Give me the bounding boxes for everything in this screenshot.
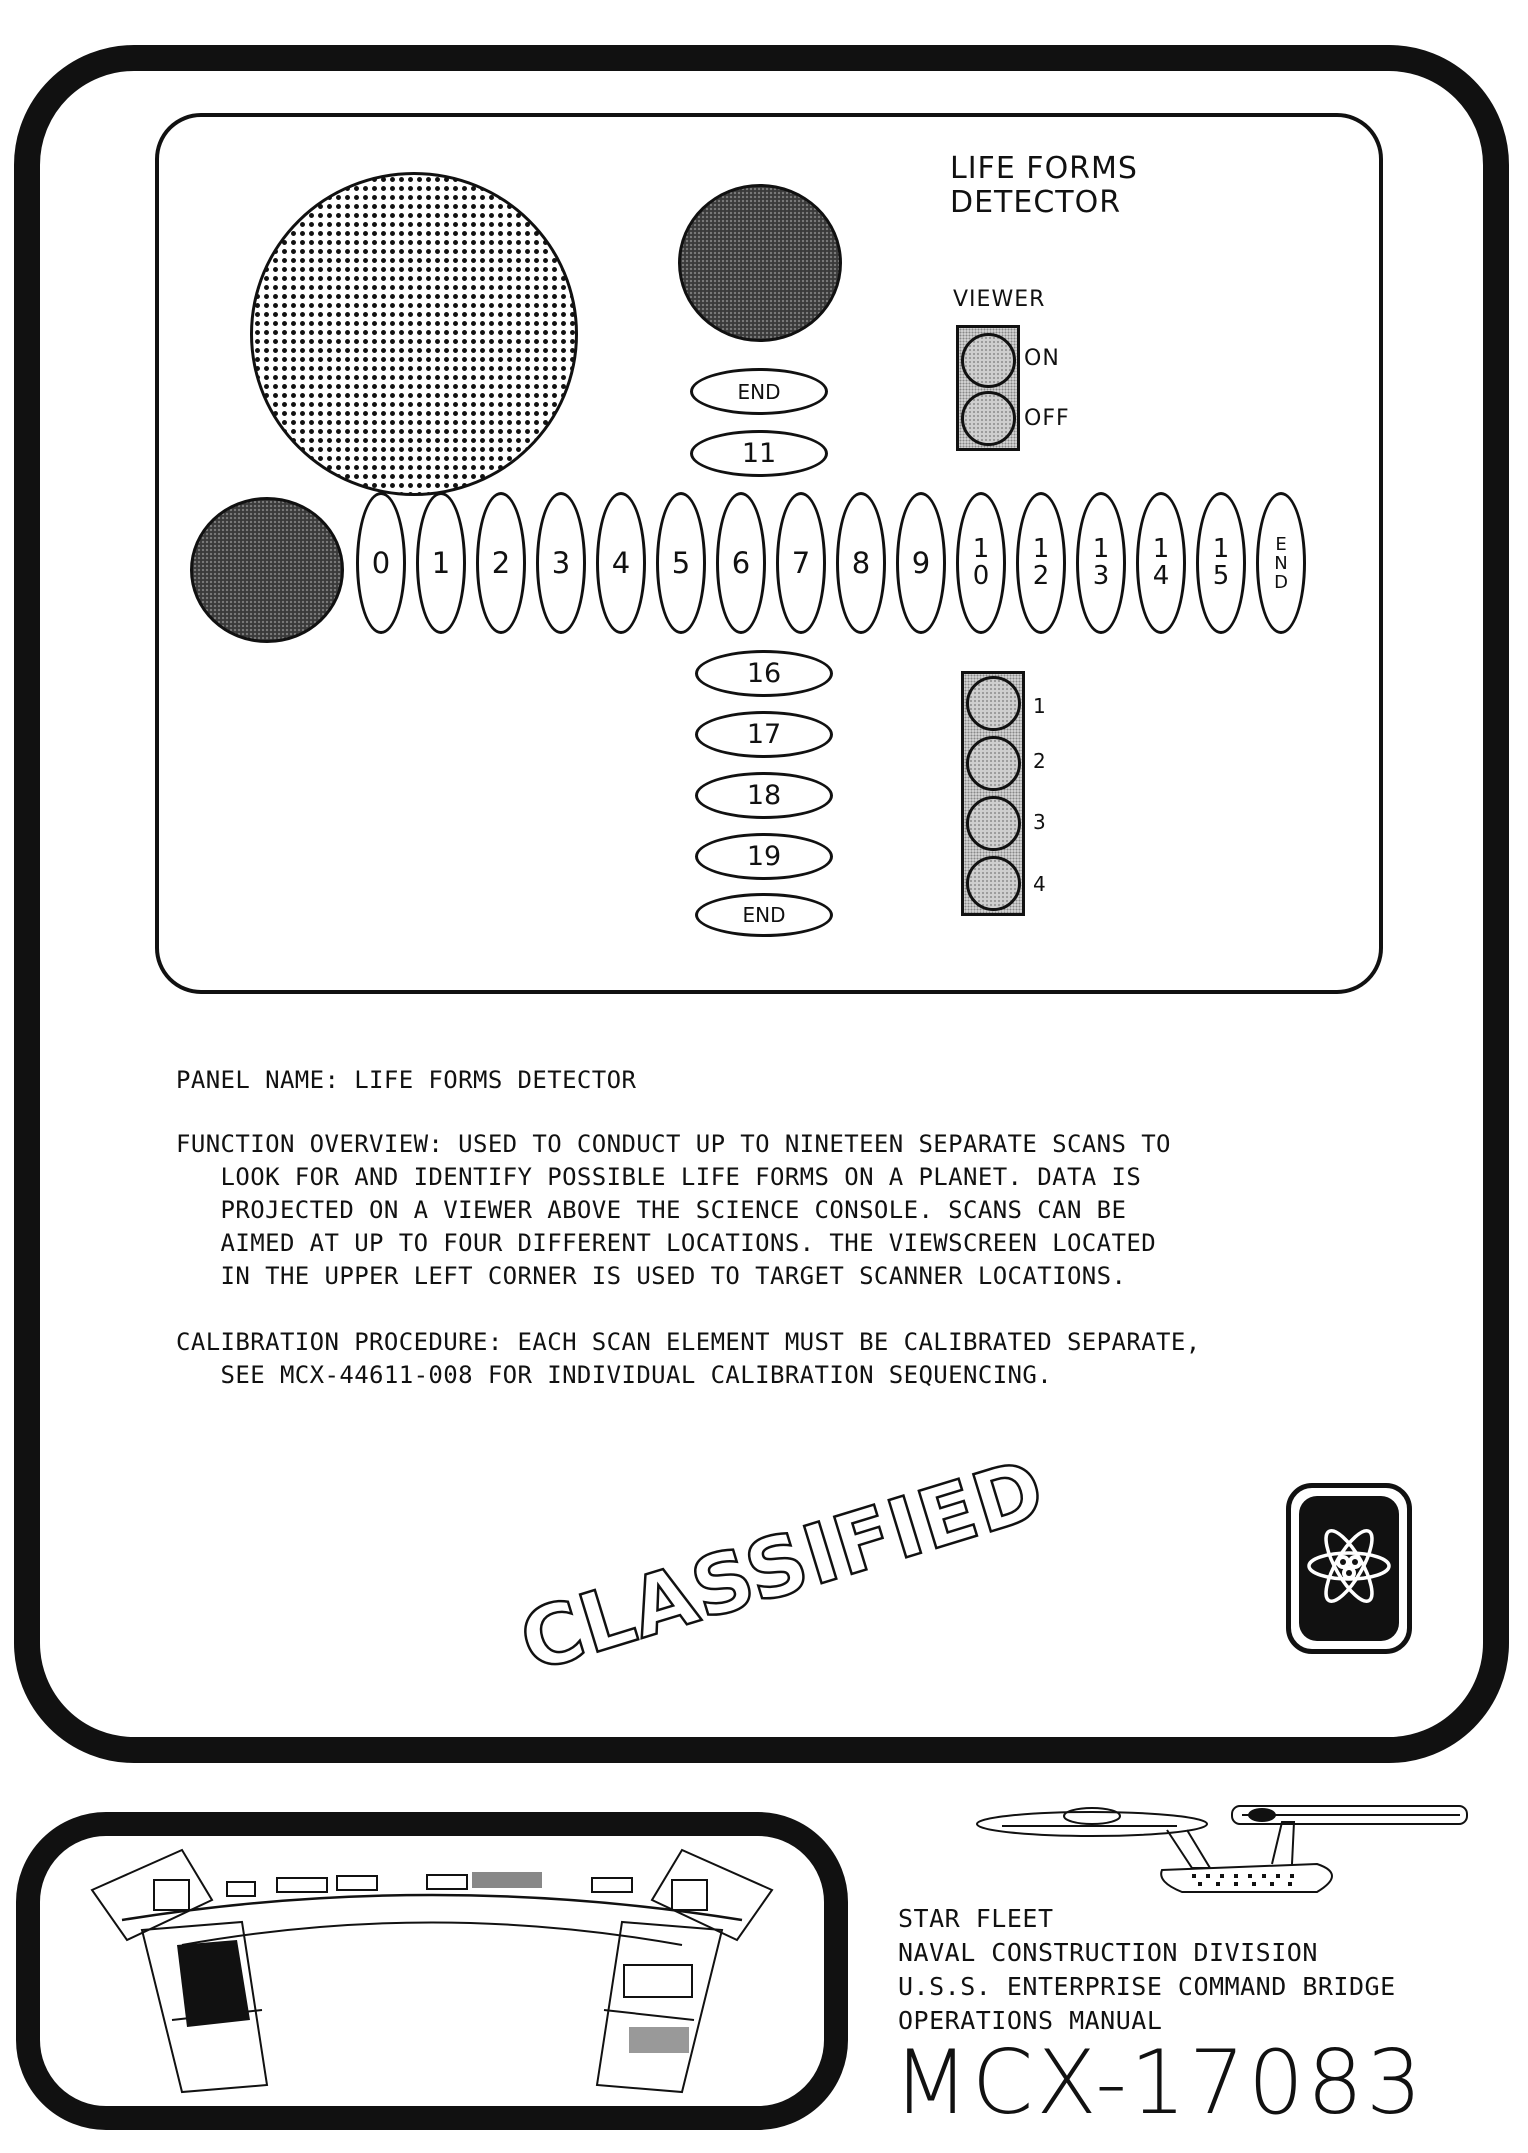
calibration-line1: CALIBRATION PROCEDURE: EACH SCAN ELEMENT MUST BE CALIBRATED SEPARATE, xyxy=(176,1328,1201,1356)
scan-button-3[interactable] xyxy=(536,492,586,634)
starfleet-science-emblem-icon xyxy=(1286,1483,1412,1654)
scan-button-9[interactable] xyxy=(896,492,946,634)
scan-label: 17 xyxy=(746,719,782,750)
scan-label: 3 xyxy=(551,546,571,580)
footer-line2: NAVAL CONSTRUCTION DIVISION xyxy=(898,1938,1318,1967)
scan-button-13[interactable] xyxy=(1076,492,1126,634)
scan-end-button-upper[interactable] xyxy=(690,368,828,415)
scan-label: 2 xyxy=(491,546,511,580)
function-overview-line4: AIMED AT UP TO FOUR DIFFERENT LOCATIONS. THE VIEWSCREEN LOCATED xyxy=(176,1229,1157,1257)
location-button-2[interactable] xyxy=(966,736,1021,791)
location-label-3: 3 xyxy=(1033,810,1047,834)
function-overview-line2: LOOK FOR AND IDENTIFY POSSIBLE LIFE FORMS ON A PLANET. DATA IS xyxy=(176,1163,1142,1191)
scan-end-label: END xyxy=(737,379,781,404)
scan-end-label: END xyxy=(1274,533,1288,593)
scan-label: 6 xyxy=(731,546,751,580)
calibration-line2: SEE MCX-44611-008 FOR INDIVIDUAL CALIBRATION SEQUENCING. xyxy=(176,1361,1053,1389)
scan-button-10[interactable] xyxy=(956,492,1006,634)
atom-icon xyxy=(1291,1488,1407,1649)
scan-label: 4 xyxy=(611,546,631,580)
scan-button-12[interactable] xyxy=(1016,492,1066,634)
location-button-3[interactable] xyxy=(966,796,1021,851)
scan-button-8[interactable] xyxy=(836,492,886,634)
location-button-1[interactable] xyxy=(966,676,1021,731)
scan-button-14[interactable] xyxy=(1136,492,1186,634)
viewer-screen-left xyxy=(190,497,344,643)
scan-label: 19 xyxy=(746,841,782,872)
document-publisher-block xyxy=(898,1902,1396,2038)
scan-label: 8 xyxy=(851,546,871,580)
scan-button-19[interactable] xyxy=(695,833,833,880)
function-overview-line3: PROJECTED ON A VIEWER ABOVE THE SCIENCE CONSOLE. SCANS CAN BE xyxy=(176,1196,1127,1224)
scan-end-button-row[interactable] xyxy=(1256,492,1306,634)
scan-label: 14 xyxy=(1152,534,1170,591)
scan-label: 15 xyxy=(1212,534,1230,591)
viewer-off-label: OFF xyxy=(1024,406,1070,431)
viewer-on-label: ON xyxy=(1024,346,1060,371)
scan-label: 9 xyxy=(911,546,931,580)
location-button-4[interactable] xyxy=(966,856,1021,911)
scan-label: 16 xyxy=(746,658,782,689)
scan-label: 7 xyxy=(791,546,811,580)
scan-label: 0 xyxy=(371,546,391,580)
scan-button-1[interactable] xyxy=(416,492,466,634)
footer-line4: OPERATIONS MANUAL xyxy=(898,2006,1163,2035)
classified-stamp: CLASSIFIED xyxy=(510,1441,1056,1691)
scan-label: 11 xyxy=(741,438,777,469)
panel-name-text: PANEL NAME: LIFE FORMS DETECTOR xyxy=(176,1066,637,1094)
scan-button-17[interactable] xyxy=(695,711,833,758)
viewer-label: VIEWER xyxy=(953,287,1046,312)
scan-button-15[interactable] xyxy=(1196,492,1246,634)
location-label-2: 2 xyxy=(1033,749,1047,773)
footer-line3: U.S.S. ENTERPRISE COMMAND BRIDGE xyxy=(898,1972,1396,2001)
panel-title-line2: DETECTOR xyxy=(950,185,1122,220)
document-number: MCX-17083 xyxy=(893,2031,1425,2134)
scan-button-18[interactable] xyxy=(695,772,833,819)
scan-end-button-lower[interactable] xyxy=(695,893,833,937)
scan-button-0[interactable] xyxy=(356,492,406,634)
scan-label: 5 xyxy=(671,546,691,580)
scan-end-label: END xyxy=(742,903,786,927)
viewer-off-button[interactable] xyxy=(961,391,1016,446)
panel-title xyxy=(950,152,1138,220)
scan-button-7[interactable] xyxy=(776,492,826,634)
scan-button-4[interactable] xyxy=(596,492,646,634)
function-overview-line1: FUNCTION OVERVIEW: USED TO CONDUCT UP TO NINETEEN SEPARATE SCANS TO xyxy=(176,1130,1171,1158)
scan-button-11[interactable] xyxy=(690,430,828,477)
scan-label: 18 xyxy=(746,780,782,811)
location-label-4: 4 xyxy=(1033,872,1047,896)
scan-button-16[interactable] xyxy=(695,650,833,697)
panel-title-line1: LIFE FORMS xyxy=(950,151,1138,186)
scan-label: 13 xyxy=(1092,534,1110,591)
targeting-viewscreen[interactable] xyxy=(250,172,578,496)
bridge-layout-diagram xyxy=(32,1830,832,2100)
function-overview-line5: IN THE UPPER LEFT CORNER IS USED TO TARGET SCANNER LOCATIONS. xyxy=(176,1262,1127,1290)
scan-label: 10 xyxy=(972,534,990,591)
scan-label: 1 xyxy=(431,546,451,580)
scan-label: 12 xyxy=(1032,534,1050,591)
location-label-1: 1 xyxy=(1033,694,1047,718)
scan-button-5[interactable] xyxy=(656,492,706,634)
footer-line1: STAR FLEET xyxy=(898,1904,1054,1933)
scan-button-2[interactable] xyxy=(476,492,526,634)
viewer-screen-upper xyxy=(678,184,842,342)
viewer-on-button[interactable] xyxy=(961,333,1016,388)
scan-button-6[interactable] xyxy=(716,492,766,634)
